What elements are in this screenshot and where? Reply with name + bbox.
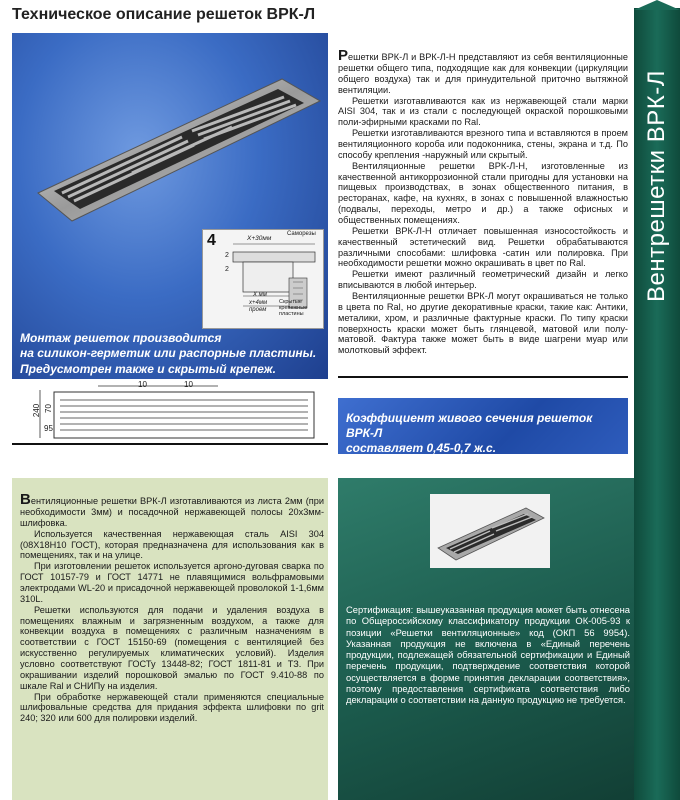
paragraph-text: ентиляционные решетки ВРК-Л изготавливаются из листа 2мм (при необходимости 3мм) и посадочной нержавеющей полосы 20х3мм-шлифовка. [20, 496, 324, 528]
dropcap: В [20, 491, 31, 508]
diagram-label-dim2b: 2 [225, 266, 229, 273]
diagram-label-width: Х+30мм [247, 235, 272, 242]
drawing-label-10a: 10 [138, 380, 147, 389]
mounting-diagram [202, 229, 324, 329]
diagram-label-screws: Саморезы [287, 231, 316, 237]
diagram-number: 4 [207, 232, 216, 249]
materials-text [20, 492, 324, 724]
left-divider [12, 443, 328, 445]
paragraph: Решетки ВРК-Л-Н отличает повышенная износостойкость и качественный эстетический вид. Решетки обрабатываются различными способами: шлифовка -сатин или полировка. При необходимости решетки можно окрашивать в цвет по Ral. [338, 225, 628, 269]
paragraph [338, 48, 628, 96]
mounting-caption [20, 331, 320, 377]
paragraph: Решетки изготавливаются как из нержавеющей стали марки AISI 304, так и из стали с последующей окраской порошковыми поли-эфирными красками по Ral. [338, 95, 628, 128]
technical-drawing-svg [28, 380, 328, 440]
drawing-label-95: 95 [44, 424, 53, 433]
diagram-label-hidden: Скрытые крепежные пластины [279, 299, 308, 317]
caption-line: на силикон-герметик или распорные пластины. [20, 346, 317, 361]
paragraph: Решетки имеют различный геометрический дизайн и легко вписываются в любой интерьер. [338, 269, 628, 291]
side-title: Вентрешетки ВРК-Л [643, 70, 670, 302]
coefficient-banner [338, 398, 628, 454]
paragraph: При обработке нержавеющей стали применяются специальные шлифовальные средства для придания эффекта шлифовки по grit 240; 320 или 600 для полировки изделий. [20, 691, 324, 724]
caption-line: Предусмотрен также и скрытый крепеж. [20, 361, 276, 376]
coef-line: Коэффициент живого сечения решеток ВРК-Л [346, 411, 593, 440]
paragraph: Решетки используются для подачи и удаления воздуха в помещениях влажным и загрязненным воздухом, а также для конвекции воздуха в помещениях с различным назначениям в соответствии с ГОСТ 15150-69 (помещения с вентиляцией без искусственно регулируемых климатических условий). Изделия условно соответствуют ГОСТу 13448-82; ГОСТ 1811-81 и ТЗ. При окрашивании изделий порошковой эмалью по ГОСТ 9.410-88 по шкале Ral и СНИПу на изделия. [20, 604, 324, 691]
technical-drawing [28, 380, 328, 440]
paragraph: Используется качественная нержавеющая сталь AISI 304 (08Х18Н10 ГОСТ), которая предназначена для использования как в помещениях, так и на улице. [20, 528, 324, 561]
paragraph [20, 492, 324, 529]
description-text [338, 48, 628, 370]
paragraph: Решетки изготавливаются врезного типа и вставляются в проем вентиляционного короба или подоконника, стены, экрана и т.д. По способу крепления -наружный или скрытый. [338, 128, 628, 160]
paragraph-text: ешетки ВРК-Л и ВРК-Л-Н представляют из себя вентиляционные решетки общего типа, подходящие как для конвекции (циркуляции общего воздуха) так и для принудительной приточно вытяжной вентиляции. [338, 52, 628, 95]
paragraph: Вентиляционные решетки ВРК-Л могут окрашиваться не только в цвета по Ral, но другие декоративные краски, такие как: Антики, металики, хром, и различные фактурные краски. По типу краски поверхность краски может быть глянцевой, матовой или полу-матовой. Фактура также может быть в виде шагрени муар или молотковый эффект. [338, 291, 628, 356]
paragraph: Вентиляционные решетки ВРК-Л-Н, изготовленные из качественной антикоррозионной стали пригодны для установки на пищевых производствах, в зонах общественного питания, в ресторанах, кафе, на кухнях, в зонах с повышенной влажностью (подвалы, переходы, метро и др.) а также офисных и общественных помещениях. [338, 160, 628, 226]
drawing-label-240: 240 [32, 403, 42, 418]
grille-small-photo [430, 494, 550, 568]
caption-line: Монтаж решеток производится [20, 331, 222, 345]
side-band [634, 8, 680, 800]
coef-line: составляет 0,45-0,7 ж.с. [346, 441, 497, 455]
diagram-label-x: Х мм [253, 292, 267, 298]
right-divider [338, 376, 628, 378]
paragraph: При изготовлении решеток используется аргоно-дуговая сварка по ГОСТ 10157-79 и ГОСТ 14771 не плавящимися вольфрамовыми электродами WL-20 и присадочной нержавеющей проволокой 1-1,6мм 310L. [20, 561, 324, 604]
dropcap: Р [338, 47, 349, 64]
diagram-label-opening: х+4мм проем [249, 300, 268, 313]
blue-panel [12, 33, 328, 379]
certification-text: Сертификация: вышеуказанная продукция может быть отнесена по Общероссийскому классификатору продукции ОК-005-93 к позиции «Решетки вентиляционные» код (ОКП 56 9954). Указанная продукция не включена в «Единый перечень продукции, подлежащей обязательной сертификации и Единый перечень продукции, подтверждение соответствия которой осуществляется в форме принятия декларации соответствия», поэтому предоставления сертификата соответствия либо декларации о соответствии на данную продукцию не требуется. [346, 604, 630, 706]
diagram-label-dim2a: 2 [225, 252, 229, 259]
drawing-label-70: 70 [43, 404, 53, 413]
page-title: Техническое описание решеток ВРК-Л [12, 6, 316, 23]
grille-photo [32, 73, 322, 223]
drawing-label-10b: 10 [184, 380, 193, 389]
